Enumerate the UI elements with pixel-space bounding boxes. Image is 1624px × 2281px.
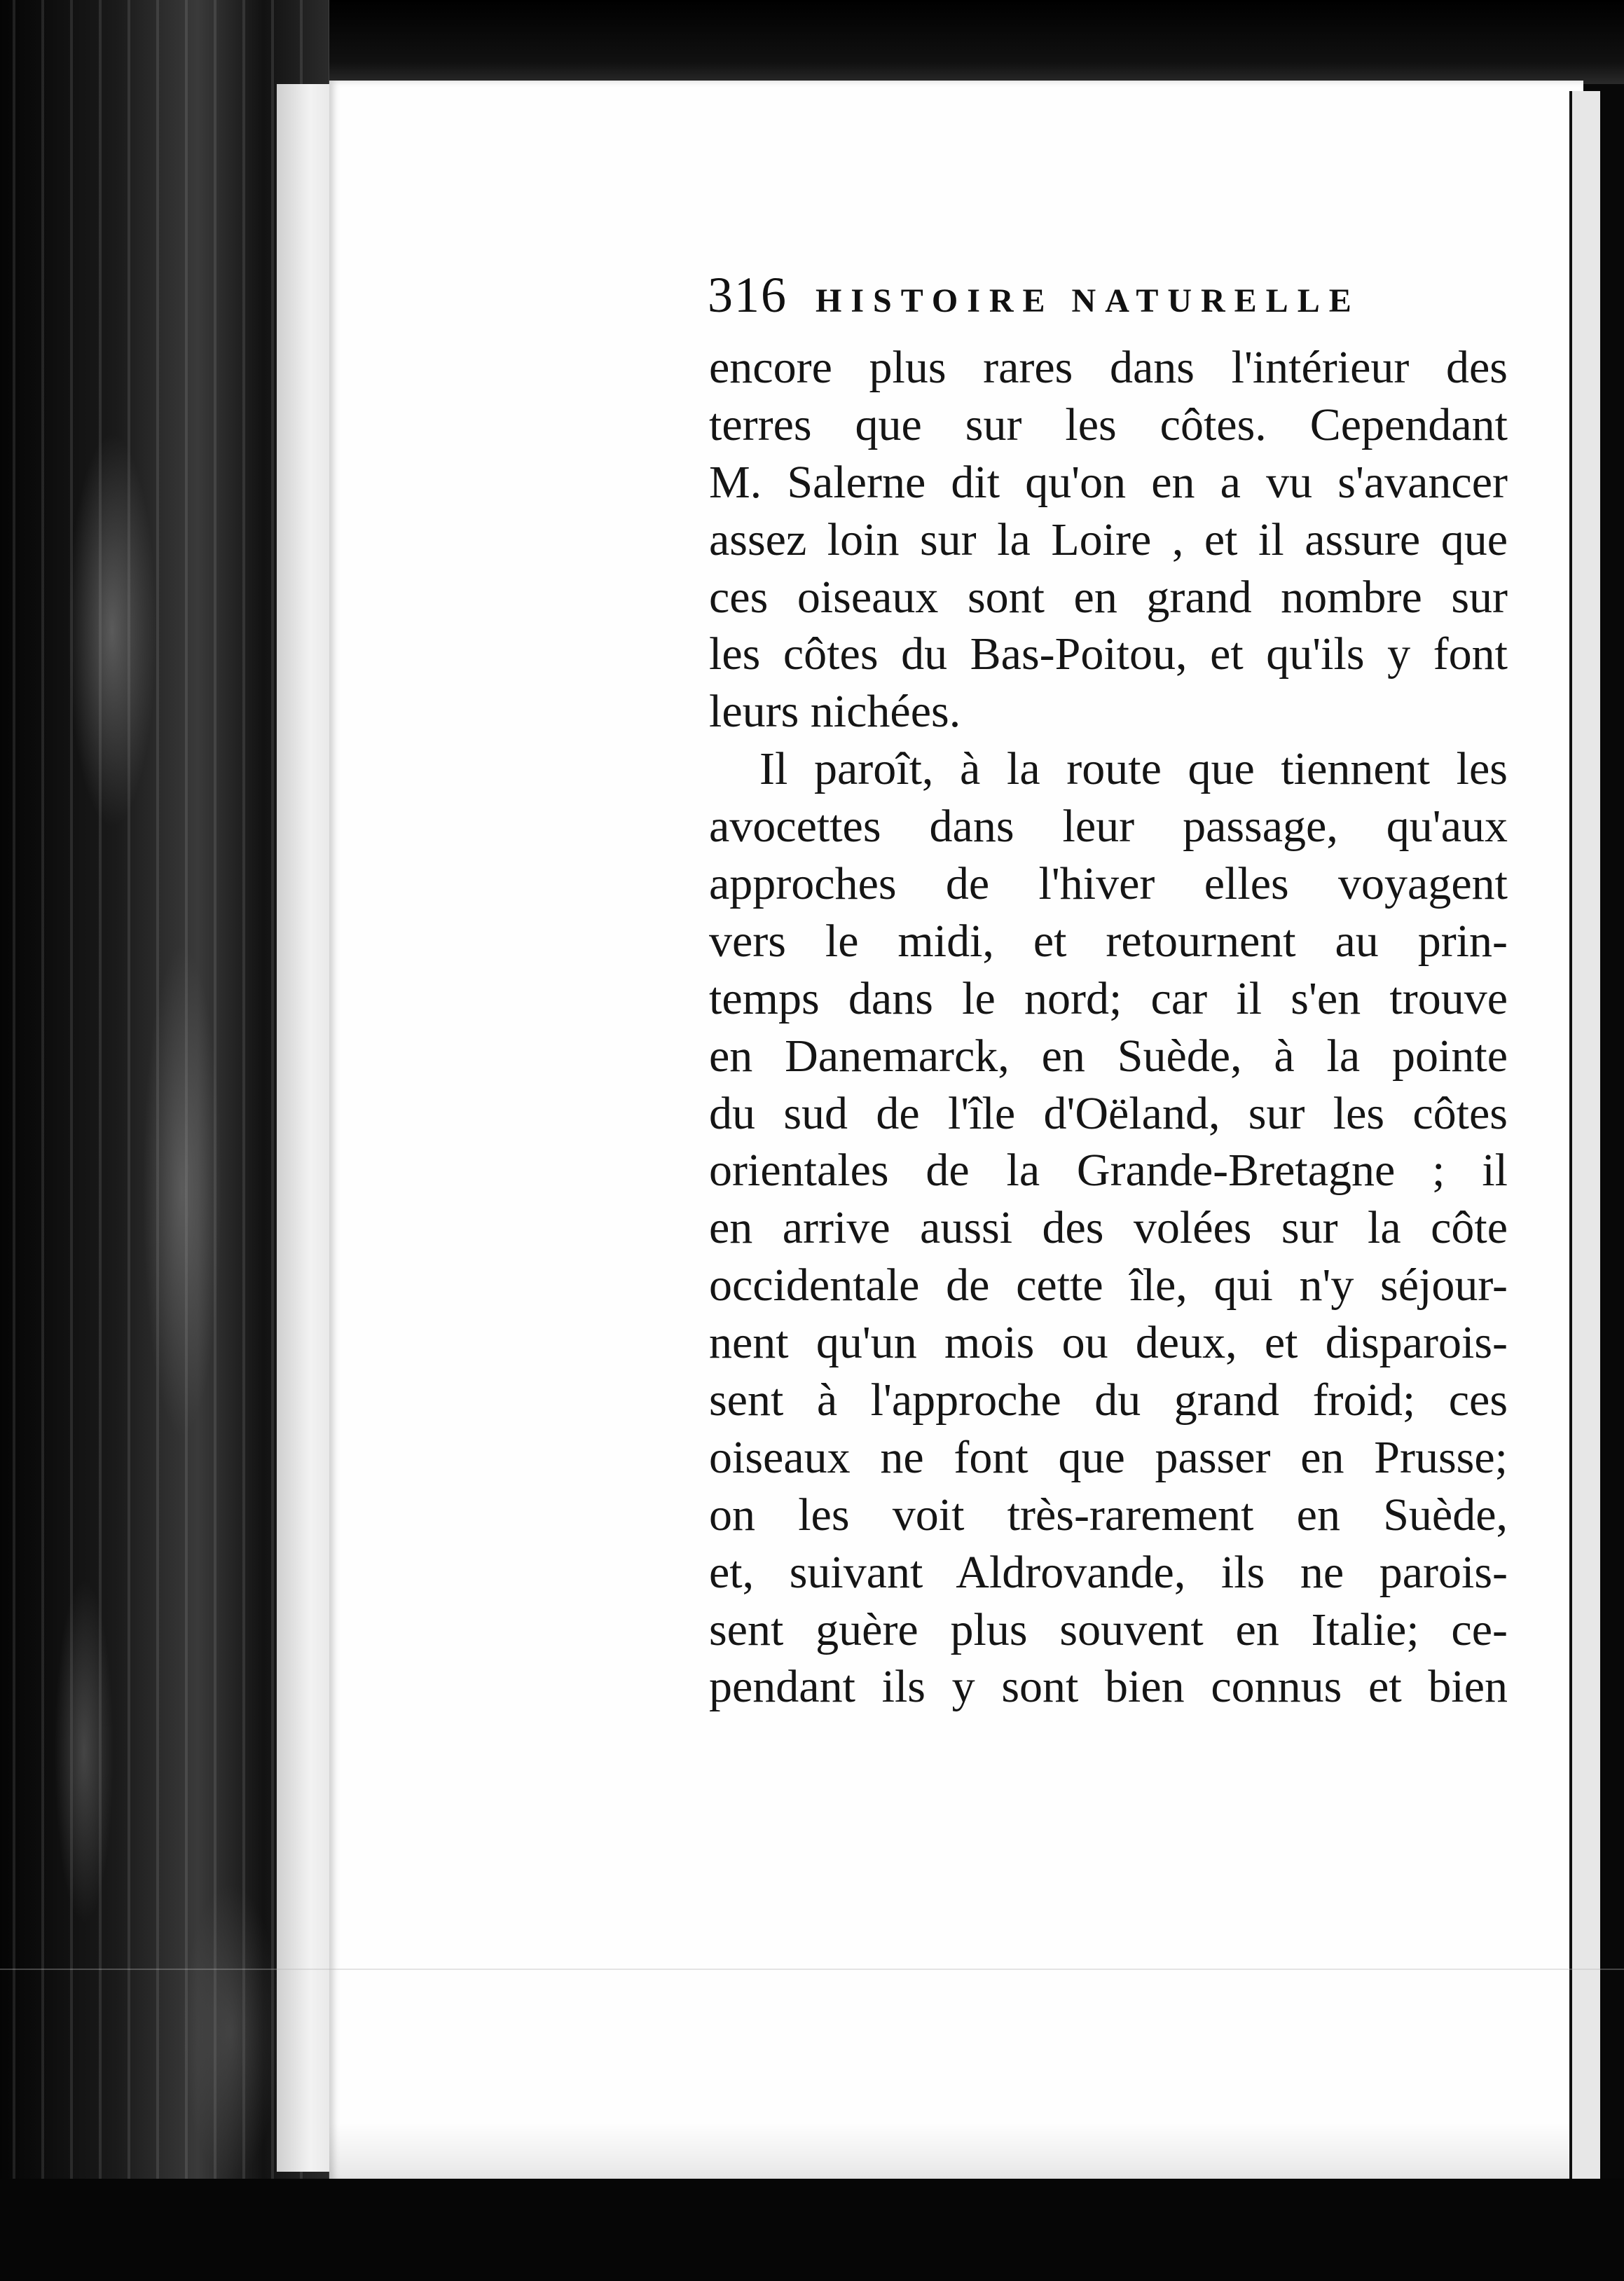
page-bottom-shadow <box>329 2123 1583 2186</box>
page-number: 316 <box>708 267 787 323</box>
text-line: terres que sur les côtes. Cependant <box>709 399 1508 450</box>
page-right-edge <box>1569 91 1600 2207</box>
text-line: avocettes dans leur passage, qu'aux <box>709 801 1508 853</box>
running-head <box>708 266 1394 329</box>
text-line: assez loin sur la Loire , et il assure que <box>709 514 1508 565</box>
text-line: pendant ils y sont bien connus et bien <box>709 1661 1508 1713</box>
text-line: vers le midi, et retournent au prin- <box>709 915 1508 967</box>
text-line: oiseaux ne font que passer en Prusse; <box>709 1431 1508 1483</box>
text-line: et, suivant Aldrovande, ils ne parois- <box>709 1546 1508 1598</box>
text-line: ces oiseaux sont en grand nombre sur <box>709 571 1508 623</box>
text-line: les côtes du Bas-Poitou, et qu'ils y font <box>709 628 1508 680</box>
text-line: occidentale de cette île, qui n'y séjour- <box>709 1260 1508 1311</box>
running-title: HISTOIRE NATURELLE <box>816 282 1361 319</box>
text-line: sent à l'approche du grand froid; ces <box>709 1374 1508 1426</box>
scan-top-shadow <box>273 0 1624 84</box>
text-line: M. Salerne dit qu'on en a vu s'avancer <box>709 456 1508 508</box>
text-line: du sud de l'île d'Oëland, sur les côtes <box>709 1087 1508 1139</box>
text-line: orientales de la Grande-Bretagne ; il <box>709 1145 1508 1197</box>
text-line: on les voit très-rarement en Suède, <box>709 1489 1508 1541</box>
text-line: temps dans le nord; car il s'en trouve <box>709 972 1508 1024</box>
text-line: Il paroît, à la route que tiennent les <box>759 743 1508 795</box>
text-line: leurs nichées. <box>709 686 961 738</box>
scan-bottom-border <box>0 2179 1624 2281</box>
text-line: approches de l'hiver elles voyagent <box>709 858 1508 910</box>
scan-artifact-line <box>0 1969 1624 1970</box>
text-line: en arrive aussi des volées sur la côte <box>709 1202 1508 1254</box>
text-line: nent qu'un mois ou deux, et disparois- <box>709 1317 1508 1369</box>
text-line: encore plus rares dans l'intérieur des <box>709 342 1508 393</box>
text-line: en Danemarck, en Suède, à la pointe <box>709 1030 1508 1082</box>
body-text <box>709 339 1508 1716</box>
text-line: sent guère plus souvent en Italie; ce- <box>709 1604 1508 1655</box>
